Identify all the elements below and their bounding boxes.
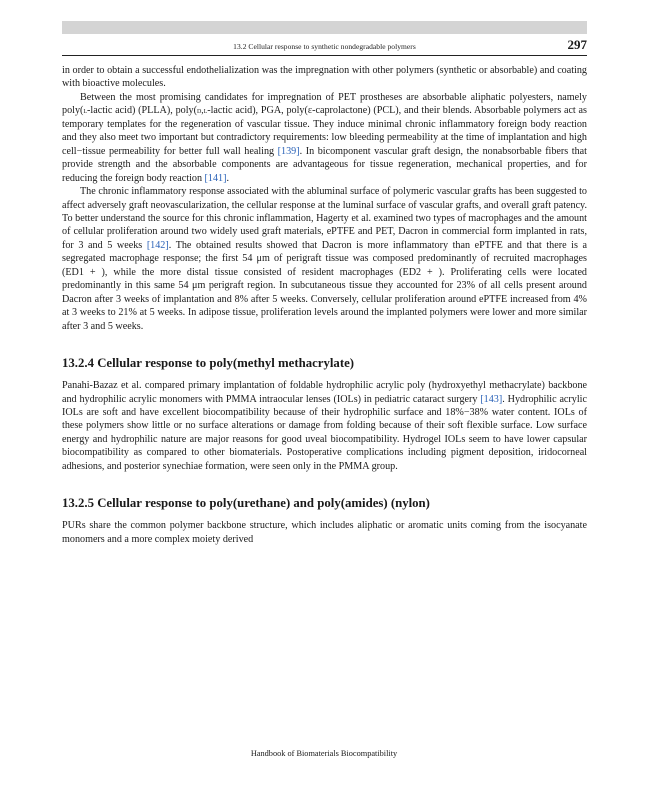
paragraph: Between the most promising candidates for impregnation of PET prostheses are absorbable aliphatic polyesters, namely poly(l-lactic acid) (PLLA), poly(d,l-lactic acid), PGA, poly(ε-caprolactone) (PCL), and their blends. Absorbable polymers act as temporary templates for the regeneration of vascular tissue. They induce minimal chronic inflammatory foreign body reaction and they also meet two important but contradictory requirements: low bleeding permeability at the time of implantation and high cell−tissue permeability for better full wall healing [139]. In bicomponent vascular graft design, the nonabsorbable fibers that provide strength and the absorbable components are advantageous for tissue regeneration, mechanical properties, and for reducing the foreign body reaction [141]. xyxy=(62,91,587,184)
running-header xyxy=(62,37,587,56)
body-text xyxy=(62,64,587,546)
section-heading: 13.2.4 Cellular response to poly(methyl methacrylate) xyxy=(62,356,355,371)
paragraph: The chronic inflammatory response associated with the abluminal surface of polymeric vascular grafts has been suggested to affect adversely graft neovascularization, the cellular response at the luminal surface of vascular grafts, and overall graft patency. To better understand the source for this chronic inflammation, Hagerty et al. examined two types of macrophages and the amount of cellular proliferation around two widely used graft materials, ePTFE and PET, Dacron in commercial form implanted in rats, for 3 and 5 weeks [142]. The obtained results showed that Dacron is more inflammatory than ePTFE and that there is a segregated macrophage response; the first 54 μm of perigraft tissue was composed predominantly of recruited macrophages (ED1 + ), while the more distal tissue consisted of resident macrophages (ED2 + ). Proliferating cells were located predominantly in this same 54 μm perigraft region. In subcutaneous tissue they accounted for 23% of all cells present around Dacron after 3 weeks of implantation and 8% after 5 weeks. Conversely, cellular proliferation around ePTFE increased from 4% at 3 weeks to 21% at 5 weeks. In adipose tissue, proliferation levels around the implanted polymers were lower and more similar after 3 and 5 weeks. xyxy=(62,186,587,332)
citation-link[interactable]: [139] xyxy=(277,145,300,157)
paragraph: PURs share the common polymer backbone structure, which includes aliphatic or aromatic units coming from the isocyanate monomers and a more complex moiety derived xyxy=(62,520,587,545)
section-heading: 13.2.5 Cellular response to poly(urethane) and poly(amides) (nylon) xyxy=(62,496,430,511)
citation-link[interactable]: [143] xyxy=(480,393,503,405)
page-number: 297 xyxy=(567,37,587,52)
citation-link[interactable]: [141] xyxy=(204,172,227,184)
running-title: 13.2 Cellular response to synthetic nondegradable polymers xyxy=(233,42,416,51)
paragraph: Panahi-Bazaz et al. compared primary implantation of foldable hydrophilic acrylic poly (hydroxyethyl methacrylate) backbone and hydrophilic acrylic monomers with PMMA intraocular lenses (IOLs) in pediatric cataract surgery [143]. Hydrophilic acrylic IOLs are soft and have excellent biocompatibility because of their hydrophilic surface and 18%−38% water content. IOLs of these polymers show little or no surface alterations or damage from folding because of their soft flexible surface. Low surface energy and hydrophilic nature are major reasons for good uveal biocompatibility. Hydrogel IOLs seem to have lower capsular biocompatibility as compared to other biomaterials. Postoperative complications including pigment deposition, iridocorneal adhesions, and posterior synechiae formation, were seen only in the PMMA group. xyxy=(62,380,587,472)
paragraph: in order to obtain a successful endothelialization was the impregnation with other polymers (synthetic or absorbable) and coating with bioactive molecules. xyxy=(62,65,587,90)
citation-link[interactable]: [142] xyxy=(146,239,169,251)
page-footer: Handbook of Biomaterials Biocompatibility xyxy=(250,749,398,758)
header-shade-bar xyxy=(62,21,587,34)
